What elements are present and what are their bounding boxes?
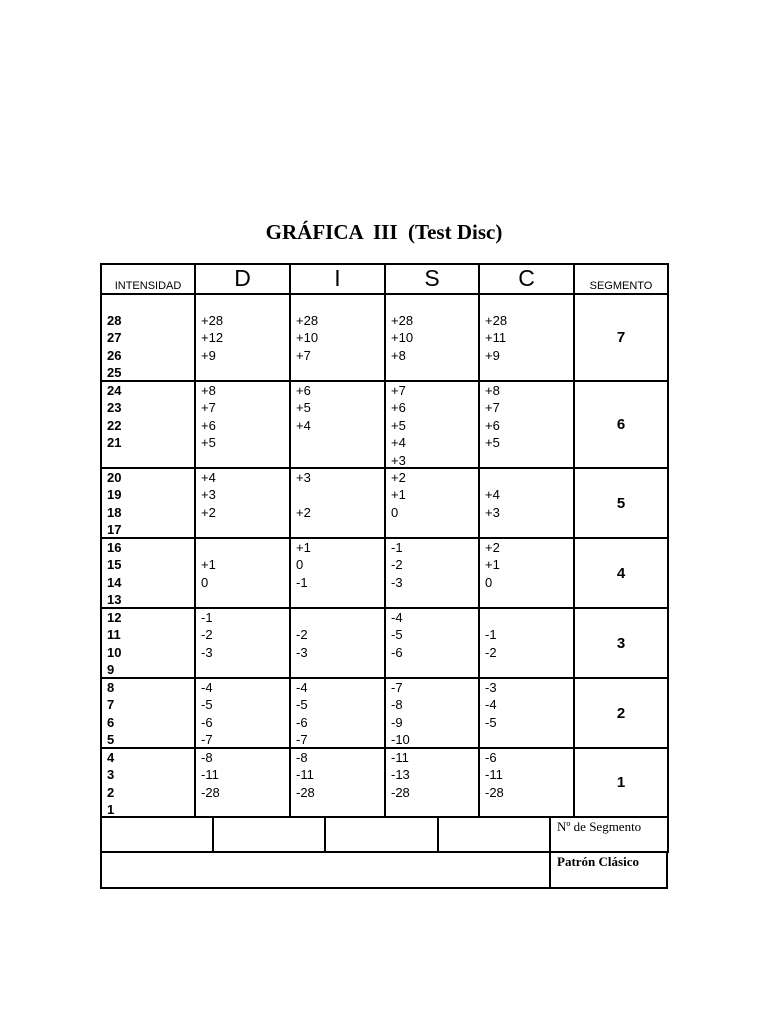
value-cell-i xyxy=(291,295,386,382)
intensity-value: 16 xyxy=(107,540,122,555)
value-cell-s xyxy=(386,679,480,749)
score-value-d: -1 xyxy=(201,610,213,625)
segment-value: 6 xyxy=(616,416,626,433)
score-value-i: +4 xyxy=(296,417,311,433)
score-value-s: -10 xyxy=(391,732,410,748)
score-value-d: +7 xyxy=(201,400,216,416)
value-cell-s xyxy=(386,749,480,818)
segment-value: 4 xyxy=(616,564,626,582)
score-value-s: -9 xyxy=(391,714,403,730)
segment-number-label-cell xyxy=(549,816,669,853)
segment-number-cell-d[interactable] xyxy=(100,816,214,853)
intensity-value: 5 xyxy=(107,732,115,748)
segment-number-label: Nº de Segmento xyxy=(557,819,642,834)
disc-table xyxy=(100,263,669,818)
score-value-i: -2 xyxy=(296,627,308,643)
score-value-i: -3 xyxy=(296,644,308,660)
value-cell-s xyxy=(386,469,480,539)
intensity-value: 2 xyxy=(107,784,115,800)
value-cell-d xyxy=(196,469,291,539)
score-value-c: +6 xyxy=(485,417,500,433)
score-value-d: +8 xyxy=(201,383,216,398)
segment-number-cell-i[interactable] xyxy=(212,816,326,853)
score-value-c: -4 xyxy=(485,697,497,713)
score-value-s: -4 xyxy=(391,610,403,625)
segment-number-cell-s[interactable] xyxy=(324,816,439,853)
segment-cell xyxy=(575,295,669,382)
segment-cell xyxy=(575,679,669,749)
intensity-value: 13 xyxy=(107,592,122,608)
segment-cell xyxy=(575,749,669,818)
value-cell-i xyxy=(291,609,386,679)
value-cell-d xyxy=(196,295,291,382)
value-cell-d xyxy=(196,382,291,469)
value-cell-c xyxy=(480,469,575,539)
intensity-value: 27 xyxy=(107,330,122,346)
intensity-value: 22 xyxy=(107,417,122,433)
score-value-i: -4 xyxy=(296,680,308,695)
header-i: I xyxy=(291,265,386,295)
segment-cell xyxy=(575,609,669,679)
score-value-c: +3 xyxy=(485,504,500,520)
score-value-c: +7 xyxy=(485,400,500,416)
score-value-c xyxy=(485,609,573,626)
value-cell-d xyxy=(196,539,291,609)
score-value-i: +3 xyxy=(296,470,311,485)
intensity-cell xyxy=(102,749,196,818)
score-value-c: +4 xyxy=(485,487,500,503)
score-value-d: +3 xyxy=(201,487,216,503)
score-value-d: -3 xyxy=(201,644,213,660)
intensity-value: 4 xyxy=(107,750,115,765)
score-value-s: +7 xyxy=(391,383,406,398)
intensity-value: 9 xyxy=(107,662,115,678)
intensity-value: 8 xyxy=(107,680,115,695)
score-value-s: +10 xyxy=(391,330,414,346)
intensity-value: 25 xyxy=(107,365,122,381)
score-value-d: +5 xyxy=(201,435,216,451)
segment-value: 2 xyxy=(616,704,626,722)
header-d: D xyxy=(196,265,291,295)
score-value-s: +4 xyxy=(391,435,406,451)
segment-value: 5 xyxy=(616,494,626,512)
header-s: S xyxy=(386,265,480,295)
intensity-value: 3 xyxy=(107,767,115,783)
score-value-c: -1 xyxy=(485,627,497,643)
score-value-c: 0 xyxy=(485,574,493,590)
score-value-s: +5 xyxy=(391,417,406,433)
score-value-d: -7 xyxy=(201,732,213,748)
intensity-value: 26 xyxy=(107,347,122,363)
score-value-d: +12 xyxy=(201,330,224,346)
score-value-i: +7 xyxy=(296,347,311,363)
classic-pattern-label-cell xyxy=(549,851,668,889)
value-cell-s xyxy=(386,539,480,609)
intensity-value: 23 xyxy=(107,400,122,416)
score-value-d: +4 xyxy=(201,470,216,485)
score-value-d: +6 xyxy=(201,417,216,433)
header-segmento: SEGMENTO xyxy=(575,265,669,295)
value-cell-c xyxy=(480,382,575,469)
score-value-c: +5 xyxy=(485,435,500,451)
score-value-i: -8 xyxy=(296,750,308,765)
intensity-value: 24 xyxy=(107,383,122,398)
intensity-value: 7 xyxy=(107,697,115,713)
value-cell-i xyxy=(291,749,386,818)
intensity-value: 28 xyxy=(107,313,122,328)
segment-cell xyxy=(575,539,669,609)
score-value-c: +1 xyxy=(485,557,500,573)
value-cell-i xyxy=(291,469,386,539)
intensity-value: 14 xyxy=(107,574,122,590)
segment-number-cell-c[interactable] xyxy=(437,816,551,853)
intensity-value: 10 xyxy=(107,644,122,660)
score-value-d: -5 xyxy=(201,697,213,713)
value-cell-i xyxy=(291,382,386,469)
value-cell-c xyxy=(480,679,575,749)
score-value-c: -11 xyxy=(485,767,503,783)
score-value-s: -5 xyxy=(391,627,403,643)
value-cell-s xyxy=(386,295,480,382)
score-value-d: +1 xyxy=(201,557,216,573)
page-title: GRÁFICA III (Test Disc) xyxy=(265,220,503,244)
intensity-value: 18 xyxy=(107,504,122,520)
intensity-cell xyxy=(102,469,196,539)
value-cell-d xyxy=(196,749,291,818)
segment-cell xyxy=(575,382,669,469)
score-value-d: -28 xyxy=(201,784,220,800)
score-value-c: -5 xyxy=(485,714,497,730)
score-value-d: 0 xyxy=(201,574,209,590)
score-value-d: +9 xyxy=(201,347,216,363)
value-cell-s xyxy=(386,382,480,469)
segment-value: 1 xyxy=(616,774,626,791)
value-cell-c xyxy=(480,295,575,382)
score-value-c: -28 xyxy=(485,784,504,800)
value-cell-c xyxy=(480,539,575,609)
intensity-cell xyxy=(102,295,196,382)
score-value-s: -3 xyxy=(391,574,403,590)
score-value-c: +8 xyxy=(485,383,500,398)
intensity-cell xyxy=(102,539,196,609)
score-value-i: +6 xyxy=(296,383,311,398)
score-value-c: +11 xyxy=(485,330,507,346)
score-value-s: -11 xyxy=(391,750,409,765)
intensity-value: 11 xyxy=(107,627,121,643)
score-value-s: -28 xyxy=(391,784,410,800)
header-intensidad: INTENSIDAD xyxy=(102,265,196,295)
intensity-value: 6 xyxy=(107,714,115,730)
score-value-i: +2 xyxy=(296,504,311,520)
score-value-i: +10 xyxy=(296,330,319,346)
score-value-s: +28 xyxy=(391,313,414,328)
intensity-value: 20 xyxy=(107,470,122,485)
score-value-i xyxy=(296,609,384,626)
intensity-cell xyxy=(102,679,196,749)
score-value-s: +1 xyxy=(391,487,406,503)
score-value-c xyxy=(485,469,573,486)
score-value-i: +1 xyxy=(296,540,311,555)
value-cell-s xyxy=(386,609,480,679)
value-cell-d xyxy=(196,609,291,679)
intensity-value: 17 xyxy=(107,522,122,538)
score-value-s: +3 xyxy=(391,452,406,468)
value-cell-c xyxy=(480,749,575,818)
score-value-d: +28 xyxy=(201,313,224,328)
segment-value: 7 xyxy=(616,329,626,346)
score-value-s: +2 xyxy=(391,470,406,485)
score-value-c: +28 xyxy=(485,313,508,328)
value-cell-i xyxy=(291,539,386,609)
score-value-c: +2 xyxy=(485,540,500,555)
intensity-cell xyxy=(102,382,196,469)
score-value-s: 0 xyxy=(391,504,399,520)
score-value-i: -28 xyxy=(296,784,315,800)
score-value-s: -8 xyxy=(391,697,403,713)
score-value-d: -4 xyxy=(201,680,213,695)
score-value-i: -1 xyxy=(296,574,308,590)
score-value-d: -11 xyxy=(201,767,219,783)
classic-pattern-input-cell[interactable] xyxy=(100,851,551,889)
score-value-s: -2 xyxy=(391,557,403,573)
value-cell-d xyxy=(196,679,291,749)
intensity-value: 19 xyxy=(107,487,122,503)
header-c: C xyxy=(480,265,575,295)
value-cell-i xyxy=(291,679,386,749)
score-value-i: -11 xyxy=(296,767,314,783)
score-value-d: -6 xyxy=(201,714,213,730)
segment-cell xyxy=(575,469,669,539)
score-value-d: -8 xyxy=(201,750,213,765)
score-value-i: +28 xyxy=(296,313,319,328)
score-value-s: -13 xyxy=(391,767,410,783)
score-value-i: 0 xyxy=(296,557,304,573)
score-value-c: -6 xyxy=(485,750,497,765)
score-value-i: -5 xyxy=(296,697,308,713)
score-value-s: +6 xyxy=(391,400,406,416)
score-value-c: -3 xyxy=(485,680,497,695)
intensity-value: 12 xyxy=(107,610,122,625)
score-value-c: +9 xyxy=(485,347,500,363)
score-value-i: -6 xyxy=(296,714,308,730)
classic-pattern-label: Patrón Clásico xyxy=(557,854,639,869)
score-value-s: -7 xyxy=(391,680,403,695)
score-value-s: -1 xyxy=(391,540,403,555)
score-value-s: -6 xyxy=(391,644,403,660)
intensity-value: 21 xyxy=(107,435,122,451)
score-value-d: -2 xyxy=(201,627,213,643)
intensity-value: 15 xyxy=(107,557,122,573)
score-value-c: -2 xyxy=(485,644,497,660)
score-value-d xyxy=(201,539,289,556)
score-value-i: -7 xyxy=(296,732,308,748)
intensity-cell xyxy=(102,609,196,679)
segment-value: 3 xyxy=(616,634,626,652)
score-value-i xyxy=(296,486,384,503)
score-value-d: +2 xyxy=(201,504,216,520)
value-cell-c xyxy=(480,609,575,679)
score-value-i: +5 xyxy=(296,400,311,416)
intensity-value: 1 xyxy=(107,802,115,818)
score-value-s: +8 xyxy=(391,347,406,363)
